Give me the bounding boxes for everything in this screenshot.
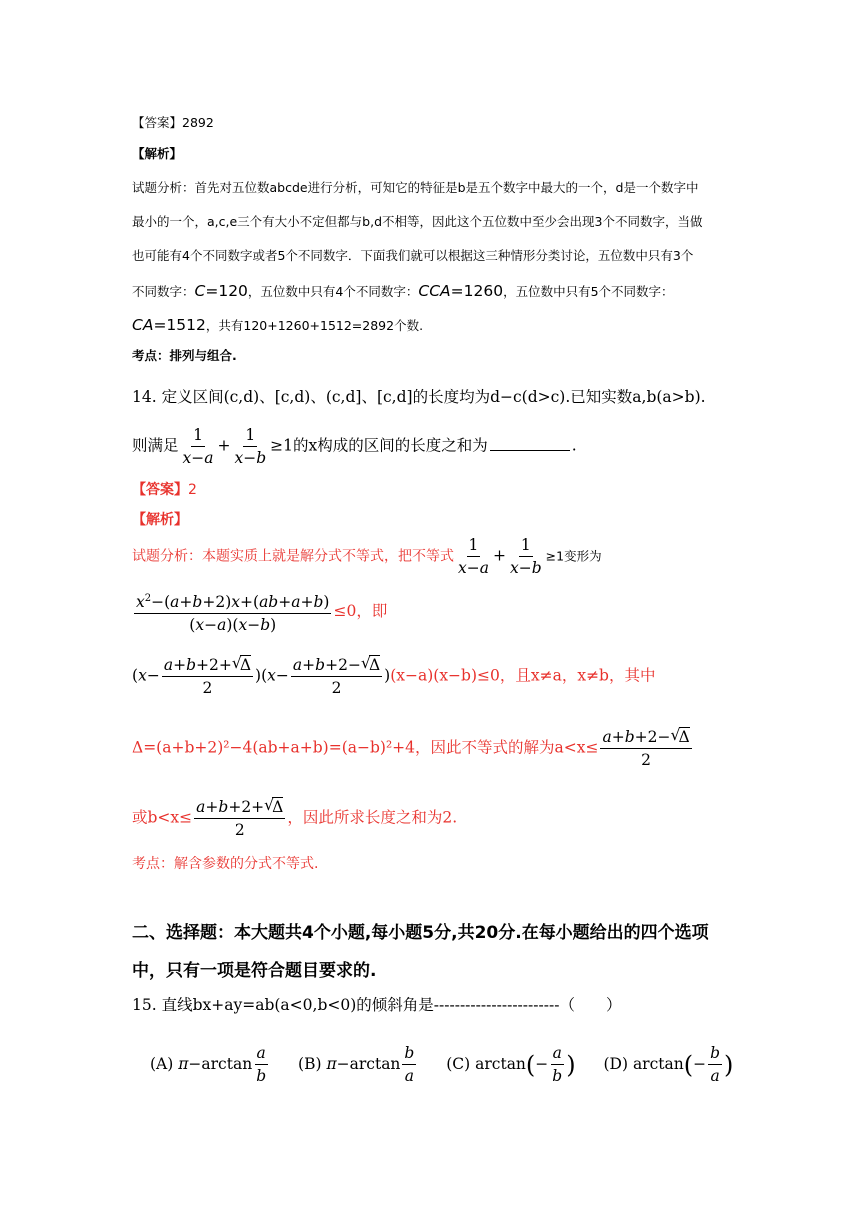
q14-kaodian: 考点：解含参数的分式不等式. [132,856,319,872]
q13-analysis-line-4: 不同数字：C=120，五位数中只有4个不同数字：CCA=1260，五位数中只有5个不同数字： [132,282,674,300]
option-c: (C) arctan(− $\frac{a}{b}$ ) [446,1044,576,1085]
q13-analysis-line-3: 也可能有4个不同数字或者5个不同数字．下面我们就可以根据这三种情形分类讨论，五位数中只有3个 [132,248,694,263]
option-b: (B) π−arctan $\frac{b}{a}$ [298,1044,415,1085]
section-heading-line-1: 二、选择题：本大题共4个小题,每小题5分,共20分.在每小题给出的四个选项 [132,923,709,943]
answer-blank [490,450,570,451]
q14-analysis-line-3: (x− $\frac{a+b+2+√ \Delta}{2}$ )(x− $\frac{a+b+2-√ \Delta}{2}$ )(x−a)(x−b)≤0，且x≠a，x≠b，其中 [132,656,655,697]
q14-analysis-line-2: $\frac{x^2-(a+b+2)x+(ab+a+b)}{(x-a)(x-b)}$ ≤0，即 [132,590,387,634]
q14-analysis-line-4: Δ=(a+b+2)²−4(ab+a+b)=(a−b)²+4，因此不等式的解为a<x≤ $\frac{a+b+2-√ \Delta}{2}$ [132,728,694,769]
q14-stem-line-2: 则满足 $\frac{1}{x-a}$ + $\frac{1}{x-b}$ ≥1的x构成的区间的长度之和为 . [132,426,577,467]
q15-stem: 15. 直线bx+ay=ab(a<0,b<0)的倾斜角是------------------------（ ） [132,996,622,1014]
q15-options [150,1044,733,1085]
section-heading-line-2: 中，只有一项是符合题目要求的. [132,961,377,981]
option-a: (A) π−arctan $\frac{a}{b}$ [150,1044,267,1085]
q13-analysis-line-2: 最小的一个，a,c,e三个有大小不定但都与b,d不相等，因此这个五位数中至少会出现3个不同数字，当做 [132,214,703,229]
q14-answer: 【答案】2 [132,482,197,498]
q13-analysis-label: 【解析】 [132,146,183,161]
q14-analysis-label: 【解析】 [132,512,188,528]
answer-label: 【答案】 [132,115,183,130]
option-d: (D) arctan(− $\frac{b}{a}$ ) [603,1044,734,1085]
q13-kaodian: 考点：排列与组合. [132,348,237,363]
q14-stem-line-1: 14. 定义区间(c,d)、[c,d)、(c,d]、[c,d]的长度均为d−c(d>c).已知实数a,b(a>b). [132,388,706,406]
answer-value: 2892 [182,115,214,130]
q14-analysis-line-5: 或b<x≤ $\frac{a+b+2+√ \Delta}{2}$ ，因此所求长度之和为2. [132,798,457,839]
q14-analysis-line-1: 试题分析：本题实质上就是解分式不等式，把不等式 $\frac{1}{x-a}$ + $\frac{1}{x-b}$ ≥1变形为 [132,536,602,577]
q13-analysis-line-5: CA=1512，共有120+1260+1512=2892个数. [132,316,424,334]
q13-analysis-line-1: 试题分析：首先对五位数abcde进行分析，可知它的特征是b是五个数字中最大的一个，d是一个数字中 [132,180,699,195]
q13-answer [132,115,214,131]
